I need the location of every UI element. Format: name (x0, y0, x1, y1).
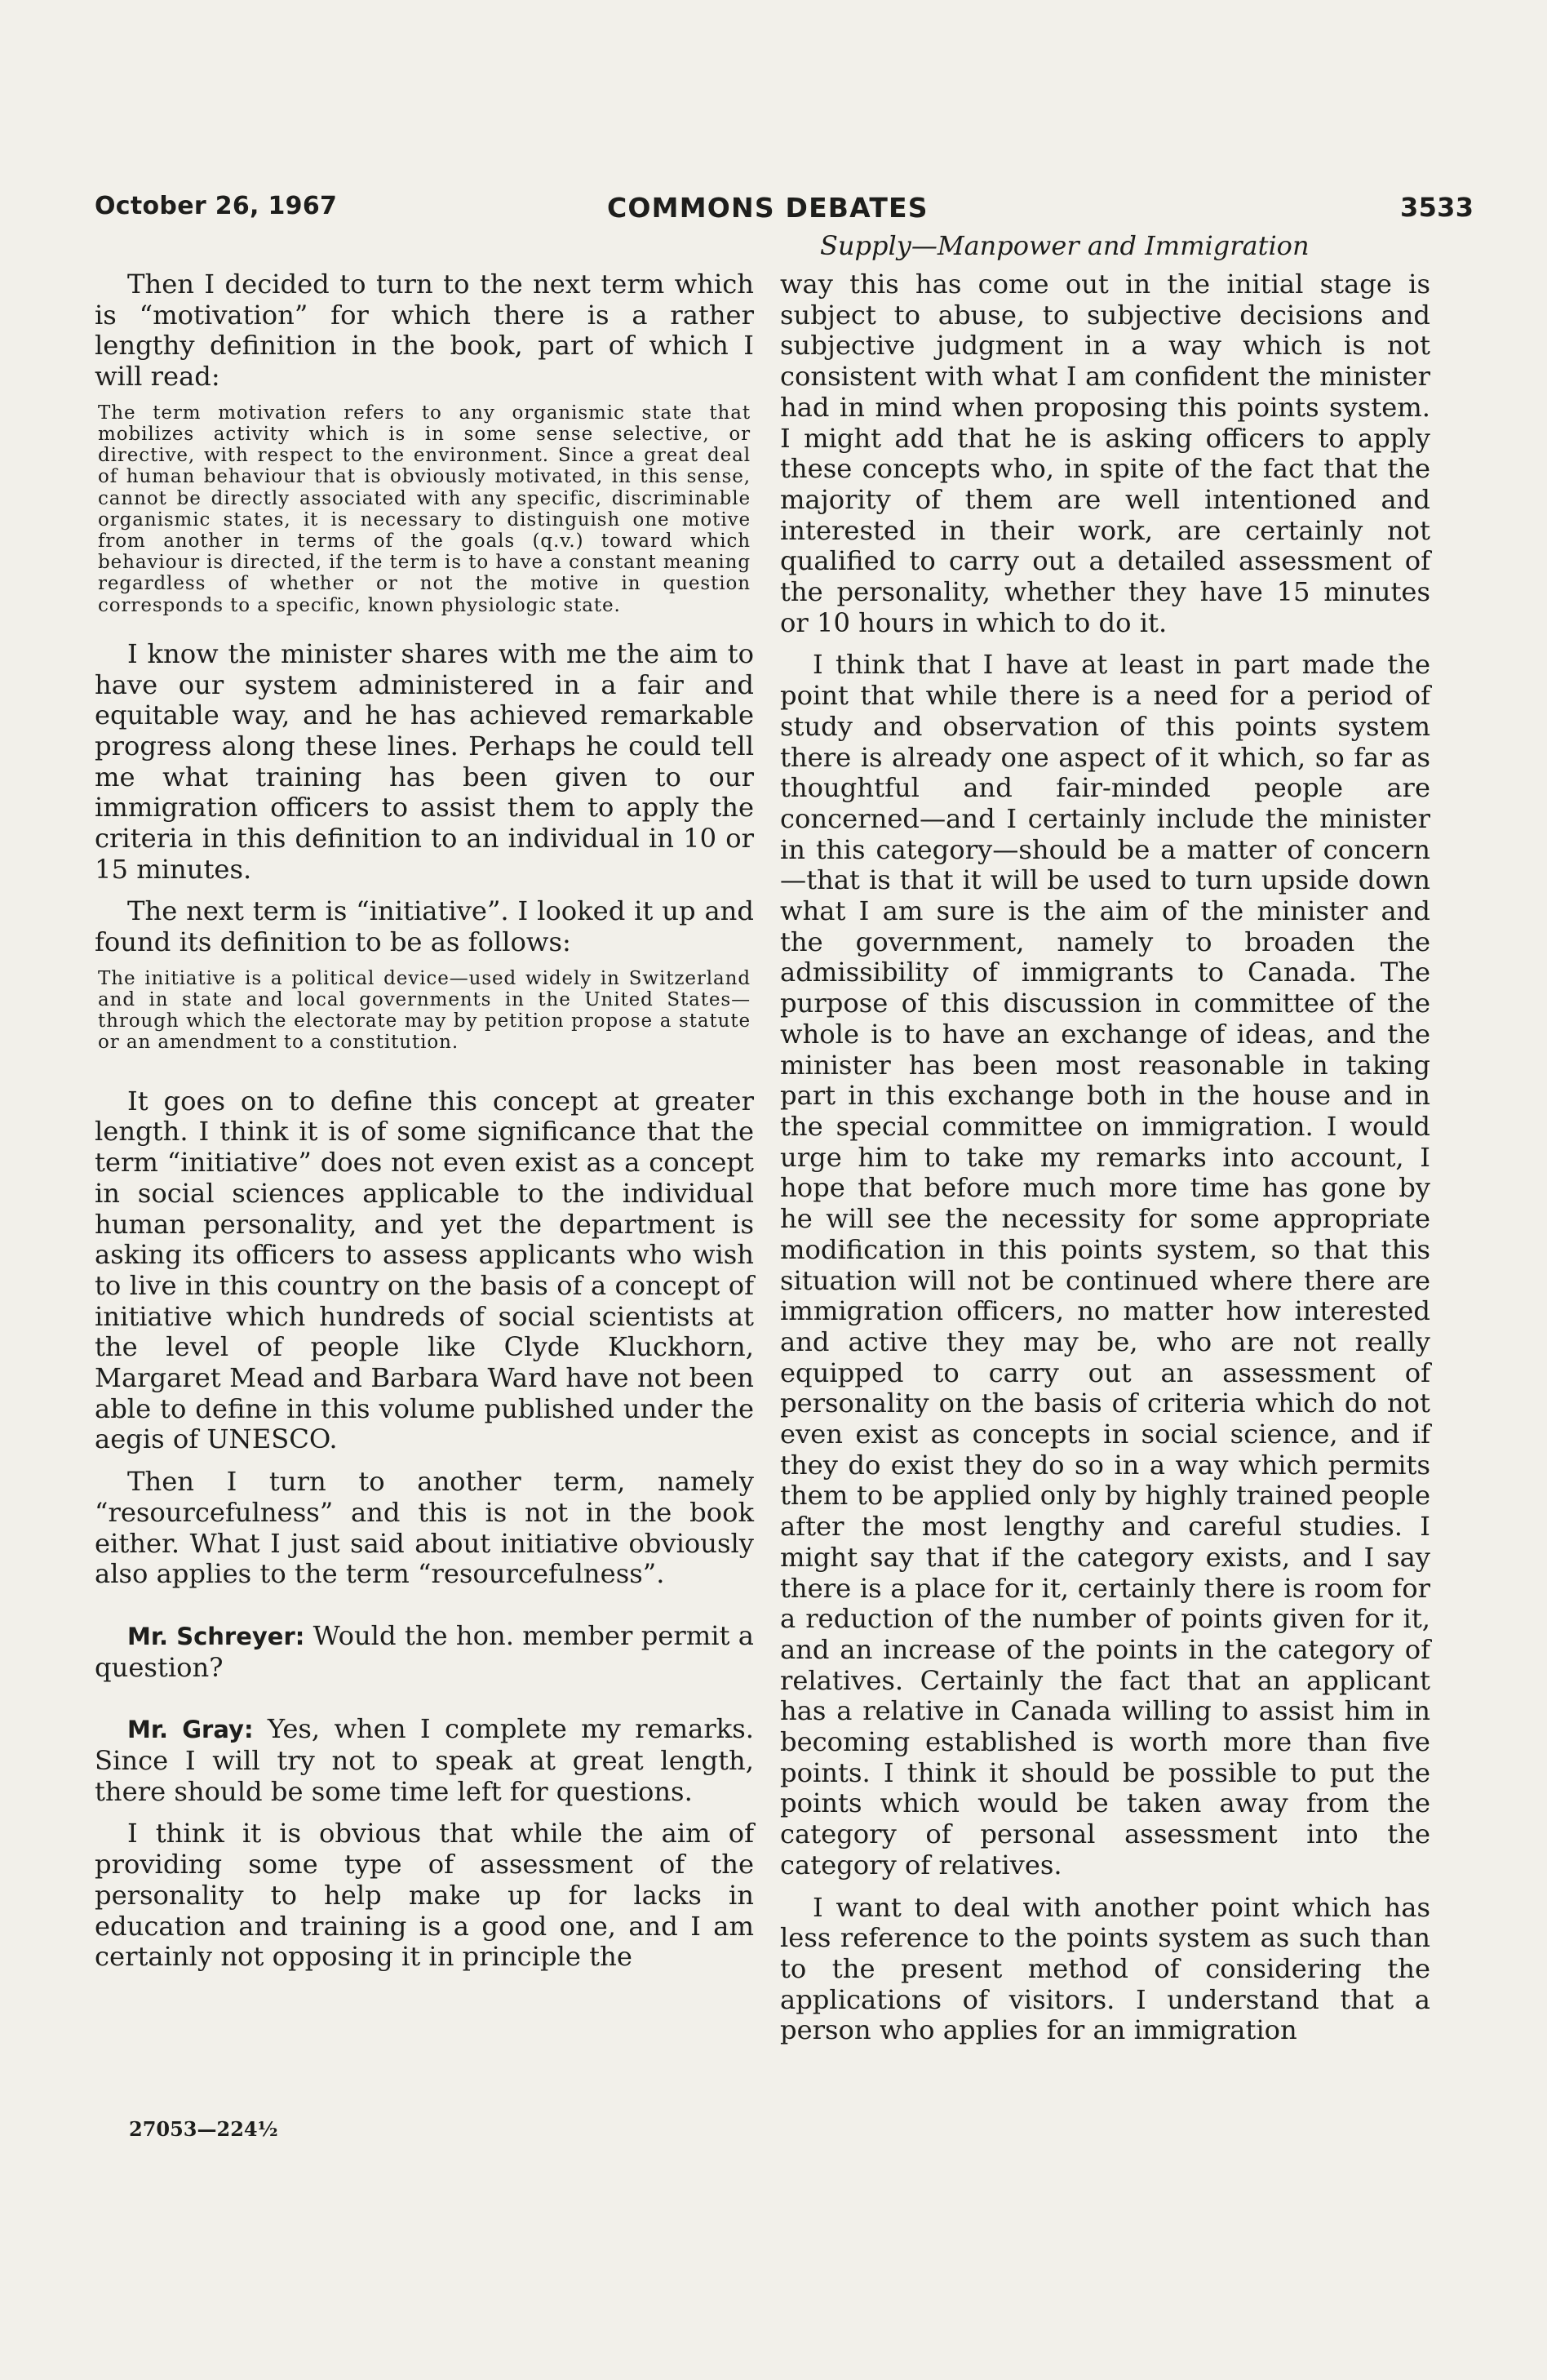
paragraph: I know the minister shares with me the aim to have our system administered in a fair and equitable way, and he has achieved remarkable progress along these lines. Perhaps he could tell me what training has been given to our immigration officers to assist them to apply the criteria in this definition to an individual in 10 or 15 minutes. (95, 637, 754, 885)
paragraph: way this has come out in the initial stage is subject to abuse, to subjective decisions and subjective judgment in a way which is not consistent with what I am confident the minister had in mind when proposing this points system. I might add that he is asking officers to apply these concepts who, in spite of the fact that the majority of them are well intentioned and interested in their work, are certainly not qualified to carry out a detailed assessment of the personality, whether they have 15 minutes or 10 hours in which to do it. (780, 269, 1430, 638)
header-title: COMMONS DEBATES (607, 192, 929, 224)
header-date: October 26, 1967 (95, 192, 338, 220)
paragraph: The next term is “initiative”. I looked it up and found its definition to be as follows: (95, 895, 754, 958)
footer-printer-mark: 27053—224½ (129, 2117, 278, 2141)
paragraph: I think it is obvious that while the aim of providing some type of assessment of the personality to help make up for lacks in education and training is a good one, and I am certainly not opposing it in principle the (95, 1818, 754, 1973)
speaker-name: Mr. Gray: (127, 1716, 254, 1744)
speech-text: Yes, when I complete my remarks. Since I will try not to speak at great length, there should be some time left for questions. (95, 1713, 755, 1807)
right-column (780, 269, 1430, 2046)
header-page-number: 3533 (1400, 192, 1474, 223)
paragraph: I want to deal with another point which has less reference to the points system as such than to the present method of considering the applications of visitors. I understand that a person who applies for an immigration (780, 1891, 1430, 2046)
speech-text: Would the hon. member permit a question? (95, 1619, 754, 1683)
speech-paragraph (95, 1621, 754, 1683)
speech-paragraph (95, 1714, 754, 1807)
paragraph: Then I decided to turn to the next term which is “motivation” for which there is a rather lengthy definition in the book, part of which I will read: (95, 269, 754, 393)
block-quote: The term motivation refers to any organismic state that mobilizes activity which is in some sense selective, or directive, with respect to the environment. Since a great deal of human behaviour that is obviously motivated, in this sense, cannot be directly associated with any specific, discriminable organismic states, it is necessary to distinguish one motive from another in terms of the goals (q.v.) toward which behaviour is directed, if the term is to have a constant meaning regardless of whether or not the motive in question corresponds to a specific, known physiologic state. (98, 402, 751, 616)
speaker-name: Mr. Schreyer: (127, 1622, 305, 1650)
left-column (95, 269, 754, 1973)
paragraph: I think that I have at least in part made the point that while there is a need for a period of study and observation of this points system there is already one aspect of it which, so far as thoughtful and fair-minded people are concerned—and I certainly include the minister in this category—should be a matter of concern—that is that it will be used to turn upside down what I am sure is the aim of the minister and the government, namely to broaden the admissibility of immigrants to Canada. The purpose of this discussion in committee of the whole is to have an exchange of ideas, and the minister has been most reasonable in taking part in this exchange both in the house and in the special committee on immigration. I would urge him to take my remarks into account, I hope that before much more time has gone by he will see the necessity for some appropriate modification in this points system, so that this situation will not be continued where there are immigration officers, no matter how interested and active they may be, who are not really equipped to carry out an assessment of personality on the basis of criteria which do not even exist as concepts in social science, and if they do exist they do so in a way which permits them to be applied only by highly trained people after the most lengthy and careful studies. I might say that if the category exists, and I say there is a place for it, certainly there is room for a reduction of the number of points given for it, and an increase of the points in the category of relatives. Certainly the fact that an applicant has a relative in Canada willing to assist him in becoming established is worth more than five points. I think it should be possible to put the points which would be taken away from the category of personal assessment into the category of relatives. (780, 649, 1430, 1880)
header-subtitle: Supply—Manpower and Immigration (820, 230, 1310, 261)
paragraph: Then I turn to another term, namely “resourcefulness” and this is not in the book either. What I just said about initiative obviously also applies to the term “resourcefulness”. (95, 1466, 754, 1590)
block-quote: The initiative is a political device—used widely in Switzerland and in state and local governments in the United States—through which the electorate may by petition propose a statute or an amendment to a constitution. (98, 967, 751, 1054)
paragraph: It goes on to define this concept at greater length. I think it is of some significance that the term “initiative” does not even exist as a concept in social sciences applicable to the individual human personality, and yet the department is asking its officers to assess applicants who wish to live in this country on the basis of a concept of initiative which hundreds of social scientists at the level of people like Clyde Kluckhorn, Margaret Mead and Barbara Ward have not been able to define in this volume published under the aegis of UNESCO. (95, 1085, 754, 1455)
